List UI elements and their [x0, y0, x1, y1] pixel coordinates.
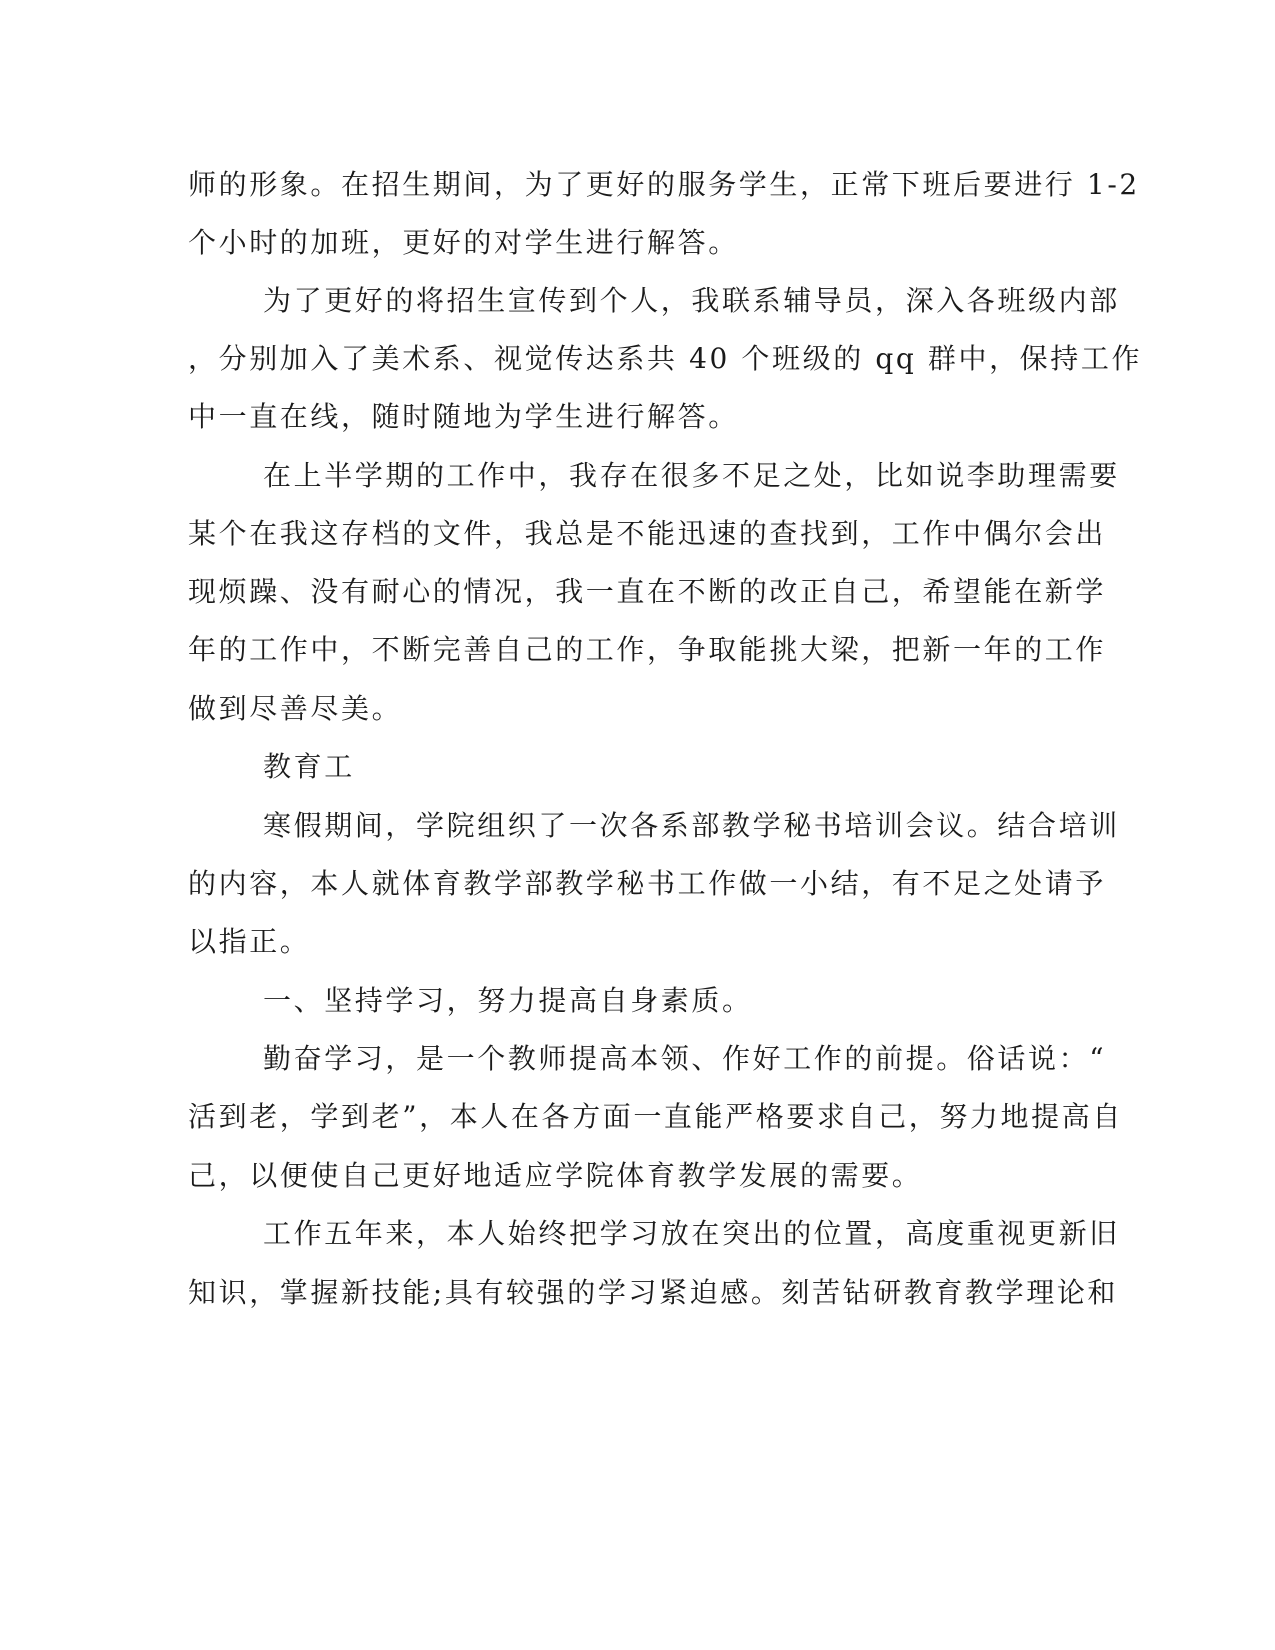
- text-line: ，分别加入了美术系、视觉传达系共 40 个班级的 qq 群中，保持工作: [188, 342, 1143, 375]
- text-line: 己，以便使自己更好地适应学院体育教学发展的需要。: [188, 1159, 923, 1192]
- text-line: 现烦躁、没有耐心的情况，我一直在不断的改正自己，希望能在新学: [188, 575, 1107, 608]
- text-line: 的内容，本人就体育教学部教学秘书工作做一小结，有不足之处请予: [188, 867, 1107, 900]
- text-line: 活到老，学到老”，本人在各方面一直能严格要求自己，努力地提高自: [188, 1100, 1123, 1133]
- section-heading: 一、坚持学习，努力提高自身素质。: [263, 984, 753, 1017]
- paragraph-line: 寒假期间，学院组织了一次各系部教学秘书培训会议。结合培训: [263, 809, 1120, 842]
- paragraph-line: 在上半学期的工作中，我存在很多不足之处，比如说李助理需要: [263, 459, 1120, 492]
- text-line: 个小时的加班，更好的对学生进行解答。: [188, 226, 739, 259]
- paragraph-line: 为了更好的将招生宣传到个人，我联系辅导员，深入各班级内部: [263, 284, 1120, 317]
- text-line: 某个在我这存档的文件，我总是不能迅速的查找到，工作中偶尔会出: [188, 517, 1107, 550]
- text-line: 师的形象。在招生期间，为了更好的服务学生，正常下班后要进行 1-2: [188, 168, 1140, 201]
- paragraph-line: 工作五年来，本人始终把学习放在突出的位置，高度重视更新旧: [263, 1217, 1120, 1250]
- text-line: 知识，掌握新技能;具有较强的学习紧迫感。刻苦钻研教育教学理论和: [188, 1276, 1119, 1309]
- text-line: 中一直在线，随时随地为学生进行解答。: [188, 400, 739, 433]
- text-line: 做到尽善尽美。: [188, 692, 403, 725]
- section-heading: 教育工: [263, 750, 355, 783]
- paragraph-line: 勤奋学习，是一个教师提高本领、作好工作的前提。俗话说：“: [263, 1042, 1107, 1075]
- text-line: 年的工作中，不断完善自己的工作，争取能挑大梁，把新一年的工作: [188, 633, 1107, 666]
- text-line: 以指正。: [188, 925, 311, 958]
